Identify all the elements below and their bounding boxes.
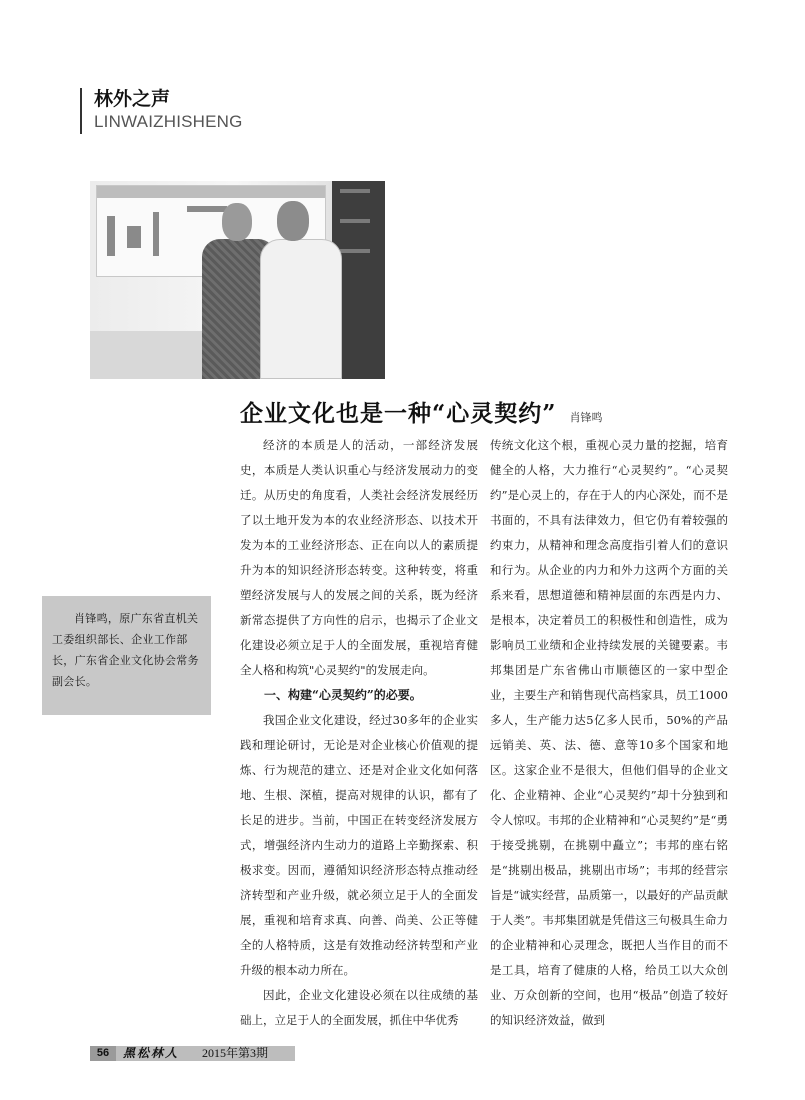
column-title-cn: 林外之声 (94, 88, 171, 110)
board-figure (107, 216, 115, 256)
panel-tag (340, 249, 370, 253)
author-bio-box (42, 596, 211, 715)
left-text-column (240, 433, 478, 1033)
right-text-column (490, 433, 728, 1033)
person-left-head (222, 203, 252, 241)
page-number: 56 (90, 1046, 116, 1061)
board-figure (127, 226, 141, 248)
column-title-en: LINWAIZHISHENG (94, 112, 243, 131)
article-title: 企业文化也是一种“心灵契约” (240, 400, 557, 427)
article-photo (90, 181, 385, 379)
issue-label: 2015年第3期 (202, 1046, 269, 1060)
paragraph: 我国企业文化建设，经过30多年的企业实践和理论研讨，无论是对企业核心价值观的提炼、行为规范的建立、还是对企业文化如何落地、生根、深植，提高对规律的认识，都有了长足的进步。当前，中国正在转变经济发展方式，增强经济内生动力的道路上辛勤探索、积极求变。因而，遵循知识经济形态特点推动经济转型和产业升级，就必须立足于人的全面发展，重视和培育求真、向善、尚美、公正等健全的人格特质，这是有效推动经济转型和产业升级的根本动力所在。 (240, 713, 478, 977)
panel-tag (340, 219, 370, 223)
panel-tag (340, 189, 370, 193)
column-header (80, 88, 243, 134)
person-right-body (260, 239, 342, 379)
paragraph: 因此，企业文化建设必须在以往成绩的基础上，立足于人的全面发展，抓住中华优秀 (240, 988, 478, 1027)
board-strip (97, 186, 325, 198)
board-figure (153, 212, 159, 256)
person-right-head (277, 201, 309, 241)
paragraph: 经济的本质是人的活动，一部经济发展史，本质是人类认识重心与经济发展动力的变迁。从历史的角度看，人类社会经济发展经历了以土地开发为本的农业经济形态、以技术开发为本的工业经济形态、正在向以人的素质提升为本的知识经济形态转变。这种转变，将重塑经济发展与人的发展之间的关系，既为经济新常态提供了方向性的启示，也揭示了企业文化建设必须立足于人的全面发展，重视培育健全人格和构筑"心灵契约"的发展走向。 (240, 438, 478, 677)
paragraph: 传统文化这个根，重视心灵力量的挖掘，培育健全的人格，大力推行“心灵契约”。“心灵契约”是心灵上的，存在于人的内心深处，而不是书面的，不具有法律效力，但它仍有着较强的约束力，从精神和理念高度指引着人们的意识和行为。从企业的内力和外力这两个方面的关系来看，思想道德和精神层面的东西是内力、是根本，决定着员工的积极性和创造性，成为影响员工业绩和企业持续发展的关键要素。韦邦集团是广东省佛山市顺德区的一家中型企业，主要生产和销售现代高档家具，员工1000多人，生产能力达5亿多人民币，50%的产品远销美、英、法、德、意等10多个国家和地区。这家企业不是很大，但他们倡导的企业文化、企业精神、企业“心灵契约”却十分独到和令人惊叹。韦邦的企业精神和“心灵契约”是“勇于接受挑剔，在挑剔中矗立”；韦邦的座右铭是“挑剔出极品，挑剔出市场”；韦邦的经营宗旨是“诚实经营，品质第一，以最好的产品贡献于人类”。韦邦集团就是凭借这三句极具生命力的企业精神和心灵理念，既把人当作目的而不是工具，培育了健康的人格，给员工以大众创业、万众创新的空间，也用“极品”创造了较好的知识经济效益，做到 (490, 438, 728, 1027)
article-title-row (240, 395, 603, 428)
section-heading: 一、构建“心灵契约”的必要。 (264, 688, 422, 702)
magazine-name: 黑松林人 (123, 1046, 180, 1060)
board-figure (187, 206, 227, 212)
author-bio-text: 肖锋鸣，原广东省直机关工委组织部长、企业工作部长，广东省企业文化协会常务副会长。 (52, 612, 199, 688)
article-author: 肖锋鸣 (569, 411, 603, 424)
page-footer (90, 1046, 295, 1061)
